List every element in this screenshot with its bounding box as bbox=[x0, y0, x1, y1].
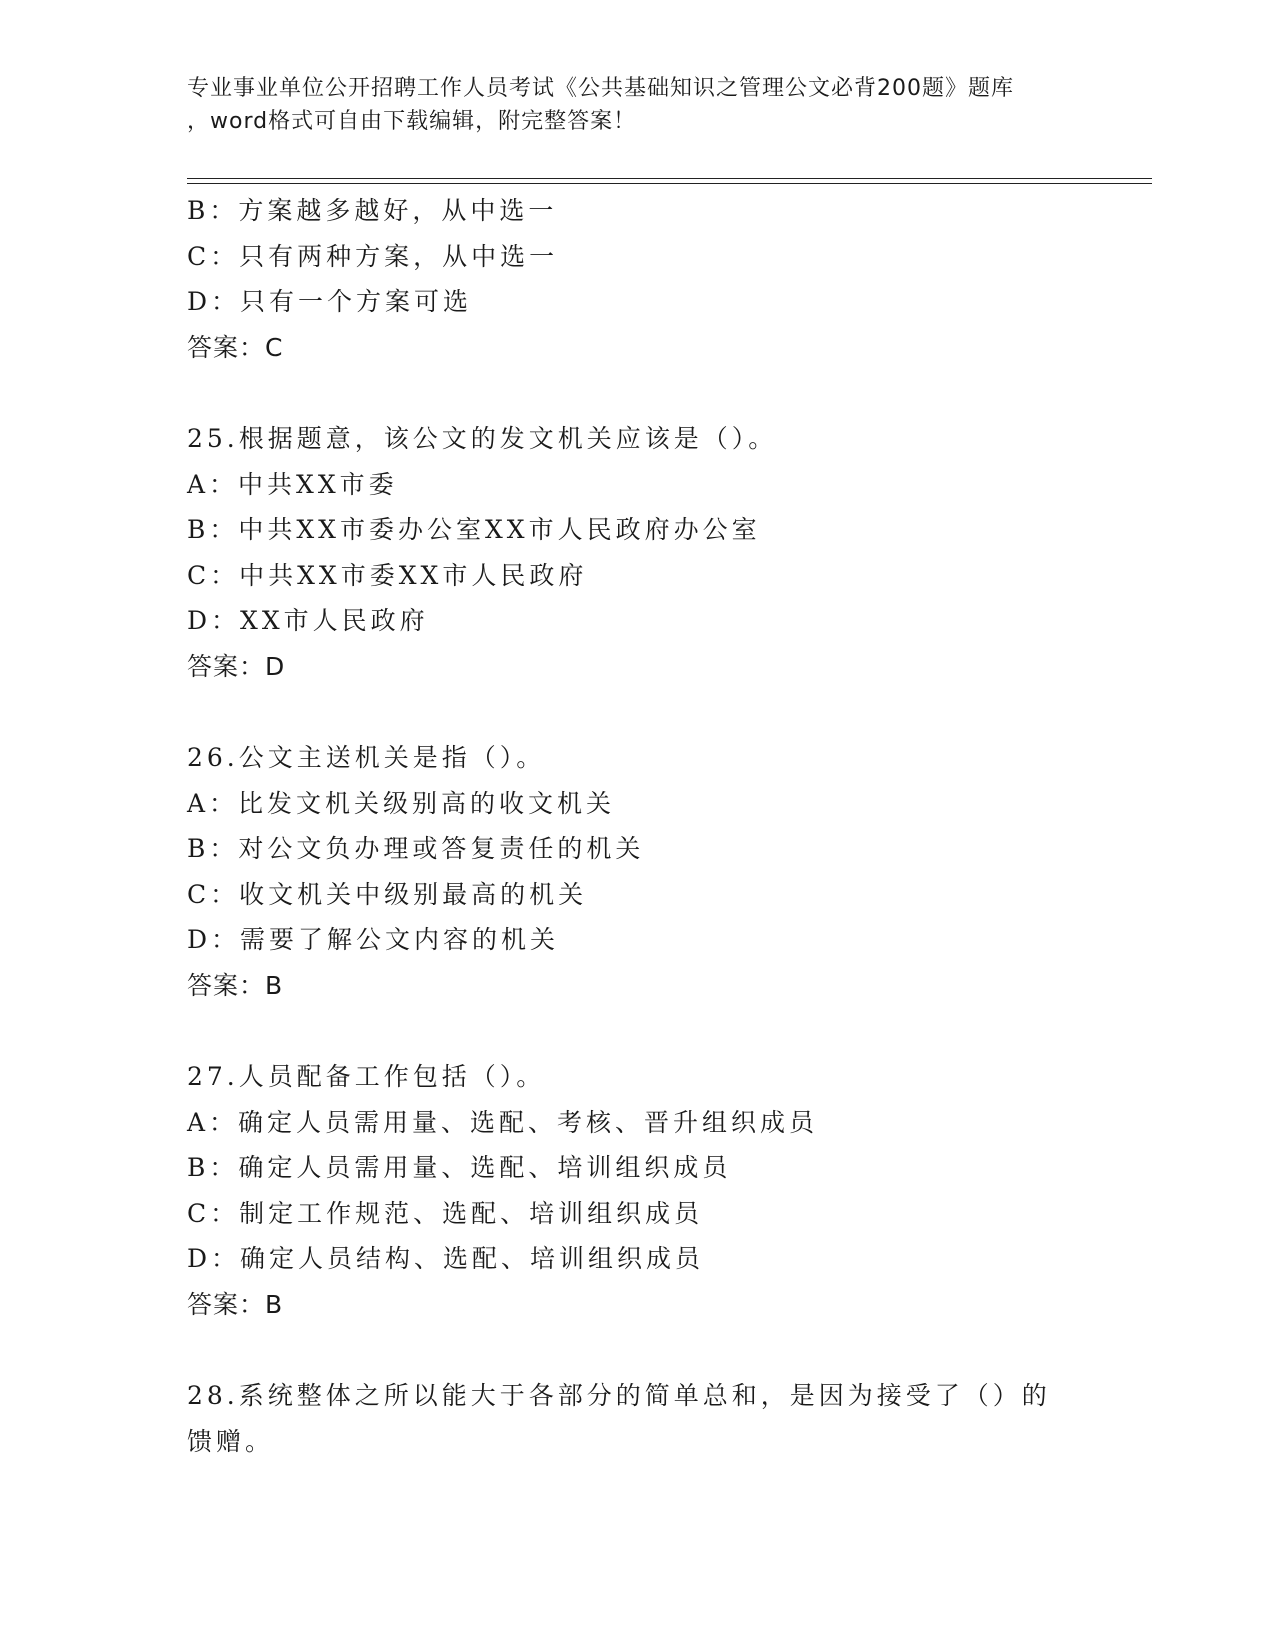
spacer bbox=[187, 1008, 1087, 1054]
question-text: 27.人员配备工作包括（）。 bbox=[187, 1062, 546, 1091]
option-c: C：只有两种方案，从中选一 bbox=[187, 241, 559, 271]
option-b: B：中共XX市委办公室XX市人民政府办公室 bbox=[187, 515, 761, 544]
option-c: C：制定工作规范、选配、培训组织成员 bbox=[187, 1198, 704, 1228]
option-c: C：中共XX市委XX市人民政府 bbox=[187, 560, 588, 590]
answer-line: 答案：B bbox=[187, 970, 284, 1000]
question-block-26 bbox=[187, 735, 1087, 1008]
answer-line: 答案：D bbox=[187, 651, 286, 681]
option-b: B：对公文负办理或答复责任的机关 bbox=[187, 834, 645, 863]
option-d: D：只有一个方案可选 bbox=[187, 287, 473, 316]
spacer bbox=[187, 370, 1087, 416]
option-d: D：确定人员结构、选配、培训组织成员 bbox=[187, 1244, 705, 1273]
question-block-25 bbox=[187, 416, 1087, 689]
question-block-27 bbox=[187, 1054, 1087, 1327]
option-d: D：XX市人民政府 bbox=[187, 606, 429, 635]
option-b: B：确定人员需用量、选配、培训组织成员 bbox=[187, 1153, 732, 1182]
question-block-24 bbox=[187, 188, 1087, 370]
header-title-line-1: 专业事业单位公开招聘工作人员考试《公共基础知识之管理公文必背200题》题库 bbox=[187, 76, 1014, 101]
answer-line: 答案：B bbox=[187, 1289, 284, 1319]
option-a: A：中共XX市委 bbox=[187, 469, 398, 499]
question-text: 26.公文主送机关是指（）。 bbox=[187, 743, 546, 772]
option-a: A：比发文机关级别高的收文机关 bbox=[187, 788, 616, 818]
header-title-line-2: ，word格式可自由下载编辑，附完整答案！ bbox=[187, 109, 637, 134]
header-divider-bottom bbox=[187, 183, 1152, 184]
answer-line: 答案：C bbox=[187, 332, 284, 362]
option-b: B：方案越多越好，从中选一 bbox=[187, 196, 558, 225]
document-header bbox=[187, 72, 1087, 138]
option-d: D：需要了解公文内容的机关 bbox=[187, 925, 560, 954]
header-divider-top bbox=[187, 178, 1152, 179]
option-c: C：收文机关中级别最高的机关 bbox=[187, 879, 588, 909]
question-block-28 bbox=[187, 1373, 1087, 1464]
spacer bbox=[187, 689, 1087, 735]
document-body bbox=[187, 188, 1087, 1464]
spacer bbox=[187, 1327, 1087, 1373]
option-a: A：确定人员需用量、选配、考核、晋升组织成员 bbox=[187, 1107, 819, 1137]
question-text: 25.根据题意，该公文的发文机关应该是（）。 bbox=[187, 424, 778, 453]
question-text: 28.系统整体之所以能大于各部分的简单总和，是因为接受了（）的馈赠。 bbox=[187, 1381, 1051, 1456]
